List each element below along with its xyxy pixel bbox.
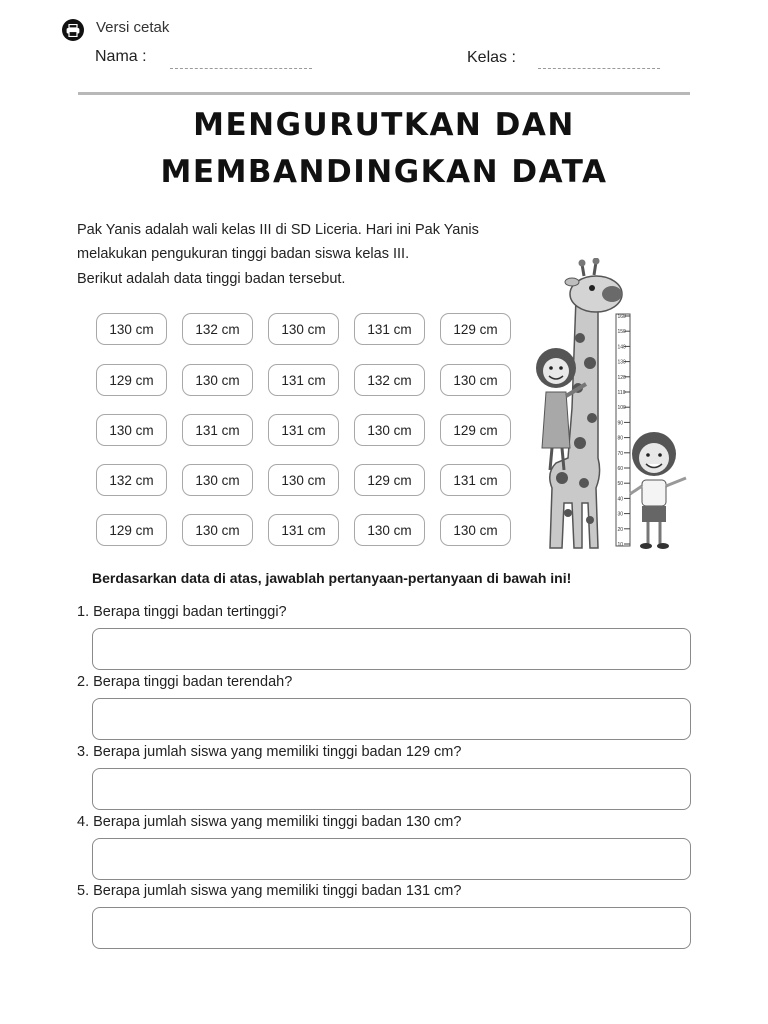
height-value-pill: 129 cm — [354, 464, 425, 496]
ruler-tick-label: 130 — [617, 359, 626, 366]
height-value-pill: 130 cm — [440, 514, 511, 546]
ruler-tick-label: 160 — [617, 314, 626, 320]
ruler-tick-label: 50 — [617, 481, 624, 488]
height-value-pill: 131 cm — [440, 464, 511, 496]
ruler-tick-label: 90 — [617, 420, 624, 427]
height-value-pill: 131 cm — [268, 364, 339, 396]
ruler-tick-label: 110 — [617, 390, 626, 396]
ruler-tick-label: 100 — [617, 405, 626, 412]
header-divider — [78, 92, 690, 95]
answer-box-4[interactable] — [92, 838, 691, 880]
class-field[interactable] — [538, 68, 660, 69]
height-value-pill: 131 cm — [268, 414, 339, 446]
class-label: Kelas : — [467, 49, 516, 66]
ruler-tick-label: 40 — [617, 496, 624, 503]
printer-icon[interactable] — [62, 19, 84, 41]
ruler-tick-label: 80 — [617, 435, 624, 442]
ruler-tick-label: 20 — [617, 526, 624, 533]
question-1: 1. Berapa tinggi badan tertinggi? — [77, 604, 287, 620]
height-value-pill: 130 cm — [268, 464, 339, 496]
answer-box-5[interactable] — [92, 907, 691, 949]
instruction-text: Berdasarkan data di atas, jawablah pertanyaan-pertanyaan di bawah ini! — [92, 570, 572, 586]
question-2: 2. Berapa tinggi badan terendah? — [77, 674, 293, 690]
question-4: 4. Berapa jumlah siswa yang memiliki tinggi badan 130 cm? — [77, 814, 462, 830]
height-value-pill: 130 cm — [96, 414, 167, 446]
height-value-pill: 130 cm — [354, 414, 425, 446]
question-3: 3. Berapa jumlah siswa yang memiliki tinggi badan 129 cm? — [77, 744, 462, 760]
height-value-pill: 132 cm — [182, 313, 253, 345]
question-5: 5. Berapa jumlah siswa yang memiliki tinggi badan 131 cm? — [77, 883, 462, 899]
height-value-pill: 130 cm — [182, 464, 253, 496]
height-value-pill: 131 cm — [182, 414, 253, 446]
answer-box-1[interactable] — [92, 628, 691, 670]
height-value-pill: 130 cm — [96, 313, 167, 345]
page-title-line-2: MEMBANDINGKAN DATA — [160, 154, 608, 190]
height-value-pill: 130 cm — [268, 313, 339, 345]
answer-box-2[interactable] — [92, 698, 691, 740]
ruler-tick-label: 10 — [617, 542, 624, 548]
height-value-pill: 130 cm — [182, 364, 253, 396]
intro-text-line-2: melakukan pengukuran tinggi badan siswa kelas III. — [77, 246, 410, 262]
height-value-pill: 132 cm — [354, 364, 425, 396]
height-value-pill: 129 cm — [440, 313, 511, 345]
name-label: Nama : — [95, 48, 147, 65]
height-value-pill: 132 cm — [96, 464, 167, 496]
print-version-link[interactable]: Versi cetak — [96, 19, 170, 36]
ruler-tick-label: 140 — [617, 344, 626, 351]
height-value-pill: 130 cm — [440, 364, 511, 396]
intro-text-line-1: Pak Yanis adalah wali kelas III di SD Liceria. Hari ini Pak Yanis — [77, 222, 479, 238]
height-value-pill: 130 cm — [354, 514, 425, 546]
intro-text-line-3: Berikut adalah data tinggi badan tersebut. — [77, 271, 346, 287]
ruler-tick-label: 60 — [617, 466, 624, 472]
ruler-tick-label: 150 — [617, 329, 626, 336]
page-title-line-1: MENGURUTKAN DAN — [193, 107, 575, 143]
giraffe-height-chart-illustration — [528, 258, 698, 553]
height-value-pill: 129 cm — [96, 514, 167, 546]
ruler-tick-label: 30 — [617, 511, 624, 518]
answer-box-3[interactable] — [92, 768, 691, 810]
height-value-pill: 130 cm — [182, 514, 253, 546]
name-field[interactable] — [170, 68, 312, 69]
ruler-tick-label: 120 — [617, 374, 626, 381]
ruler-tick-label: 70 — [617, 450, 624, 457]
height-value-pill: 131 cm — [268, 514, 339, 546]
height-value-pill: 129 cm — [96, 364, 167, 396]
height-value-pill: 129 cm — [440, 414, 511, 446]
height-value-pill: 131 cm — [354, 313, 425, 345]
